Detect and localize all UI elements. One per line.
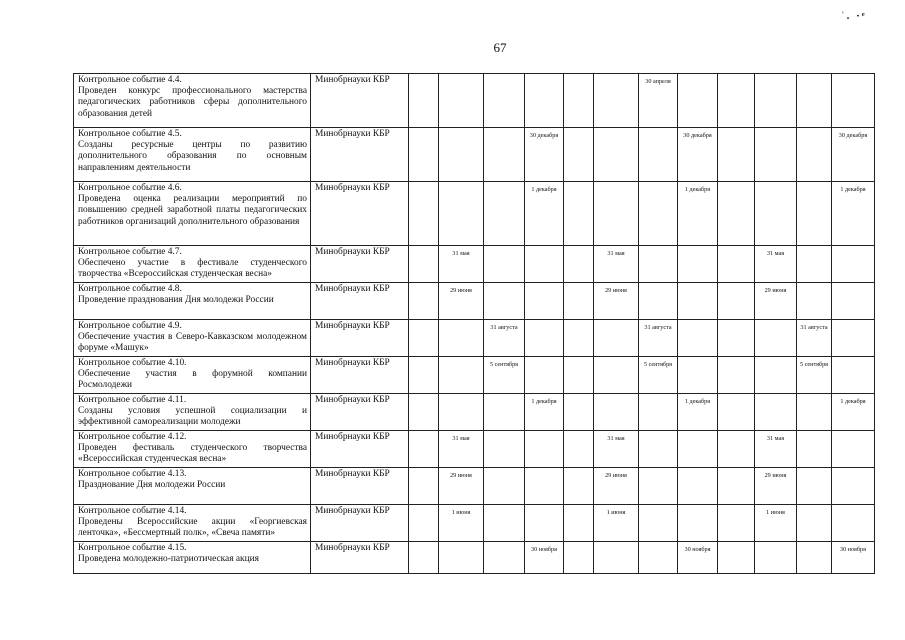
deadline-cell [755, 320, 797, 357]
event-title: Контрольное событие 4.4. [78, 75, 182, 85]
deadline-cell [564, 128, 594, 182]
deadline-cell [409, 246, 439, 283]
deadline-cell [409, 542, 439, 574]
responsible-org: Минобрнауки КБР [315, 247, 390, 257]
deadline-cell [525, 128, 564, 182]
event-cell [74, 468, 311, 505]
deadline-cell [484, 505, 525, 542]
deadline-cell [484, 542, 525, 574]
deadline-cell [409, 283, 439, 320]
deadline-cell [409, 128, 439, 182]
table-row [74, 505, 875, 542]
deadline-cell [564, 394, 594, 431]
responsible-org: Минобрнауки КБР [315, 183, 390, 193]
deadline-cell [678, 128, 718, 182]
deadline-cell [639, 505, 678, 542]
deadline-cell [409, 431, 439, 468]
event-cell [74, 320, 311, 357]
deadline-date: 31 августа [800, 324, 828, 331]
deadline-cell [525, 182, 564, 246]
schedule-table-body [74, 74, 875, 574]
deadline-cell [409, 74, 439, 128]
deadline-cell [832, 128, 875, 182]
event-description: Проведена молодежно-патриотическая акция [78, 554, 259, 565]
deadline-cell [718, 246, 755, 283]
deadline-cell [439, 505, 484, 542]
deadline-cell [594, 128, 639, 182]
deadline-cell [484, 320, 525, 357]
deadline-cell [409, 394, 439, 431]
event-description: Проведены Всероссийские акции «Георгиевская ленточка», «Бессмертный полк», «Свеча памяти» [78, 517, 307, 539]
deadline-cell [484, 394, 525, 431]
deadline-date: 1 декабря [684, 186, 711, 193]
deadline-cell [678, 246, 718, 283]
deadline-date: 1 декабря [840, 398, 866, 405]
event-cell [74, 128, 311, 182]
responsible-org: Минобрнауки КБР [315, 395, 390, 405]
deadline-cell [678, 320, 718, 357]
deadline-date: 30 декабря [683, 132, 712, 139]
deadline-cell [594, 505, 639, 542]
deadline-cell [718, 431, 755, 468]
event-description: Обеспечено участие в фестивале студенческого творчества «Всероссийская студенческая весна» [78, 258, 307, 280]
deadline-cell [439, 74, 484, 128]
deadline-date: 5 сентября [643, 361, 673, 368]
deadline-cell [409, 505, 439, 542]
deadline-cell [832, 505, 875, 542]
deadline-cell [439, 357, 484, 394]
table-row [74, 468, 875, 505]
responsible-org: Минобрнауки КБР [315, 358, 390, 368]
responsible-org-cell [311, 542, 409, 574]
event-cell [74, 394, 311, 431]
deadline-cell [797, 468, 832, 505]
deadline-date: 31 мая [452, 435, 470, 442]
deadline-date: 29 июня [450, 287, 472, 294]
deadline-date: 31 августа [644, 324, 672, 331]
deadline-cell [678, 182, 718, 246]
event-cell [74, 74, 311, 128]
deadline-cell [525, 505, 564, 542]
responsible-org-cell [311, 128, 409, 182]
event-title: Контрольное событие 4.8. [78, 284, 182, 294]
event-title: Контрольное событие 4.12. [78, 432, 187, 442]
deadline-date: 29 июня [764, 287, 787, 294]
schedule-table [73, 73, 875, 574]
deadline-date: 29 июня [450, 472, 472, 479]
event-title: Контрольное событие 4.14. [78, 506, 187, 516]
responsible-org-cell [311, 320, 409, 357]
deadline-cell [797, 246, 832, 283]
table-row [74, 431, 875, 468]
deadline-cell [594, 431, 639, 468]
deadline-cell [718, 357, 755, 394]
deadline-cell [755, 283, 797, 320]
deadline-cell [755, 357, 797, 394]
deadline-cell [678, 74, 718, 128]
deadline-cell [678, 283, 718, 320]
deadline-cell [639, 542, 678, 574]
responsible-org-cell [311, 357, 409, 394]
responsible-org: Минобрнауки КБР [315, 321, 390, 331]
deadline-cell [718, 505, 755, 542]
deadline-cell [594, 468, 639, 505]
deadline-cell [484, 128, 525, 182]
deadline-date: 1 декабря [684, 398, 711, 405]
deadline-date: 31 мая [766, 250, 785, 257]
responsible-org-cell [311, 283, 409, 320]
deadline-cell [525, 283, 564, 320]
event-cell [74, 246, 311, 283]
deadline-cell [484, 283, 525, 320]
deadline-cell [525, 431, 564, 468]
deadline-cell [797, 283, 832, 320]
deadline-cell [564, 431, 594, 468]
deadline-cell [797, 542, 832, 574]
deadline-cell [439, 542, 484, 574]
deadline-cell [755, 505, 797, 542]
deadline-cell [639, 74, 678, 128]
deadline-cell [718, 468, 755, 505]
deadline-cell [409, 182, 439, 246]
deadline-cell [564, 505, 594, 542]
deadline-cell [755, 468, 797, 505]
deadline-cell [797, 431, 832, 468]
event-title: Контрольное событие 4.15. [78, 543, 187, 553]
deadline-cell [678, 505, 718, 542]
responsible-org-cell [311, 394, 409, 431]
deadline-cell [409, 320, 439, 357]
deadline-date: 30 ноября [684, 546, 711, 553]
deadline-date: 31 мая [607, 250, 625, 257]
event-cell [74, 505, 311, 542]
deadline-cell [755, 394, 797, 431]
event-description: Созданы ресурсные центры по развитию дополнительного образования по основным направлениям деятельности [78, 140, 307, 173]
deadline-cell [678, 394, 718, 431]
deadline-date: 30 ноября [531, 546, 557, 553]
deadline-cell [755, 542, 797, 574]
event-description: Проведена оценка реализации мероприятий по повышению средней заработной платы педагогических работников организаций дополнительного образования [78, 194, 307, 227]
deadline-date: 31 августа [490, 324, 518, 331]
deadline-date: 30 апреля [645, 78, 671, 85]
event-description: Обеспечение участия в Северо-Кавказском молодежном форуме «Машук» [78, 332, 307, 354]
event-title: Контрольное событие 4.5. [78, 129, 182, 139]
deadline-cell [797, 505, 832, 542]
deadline-date: 29 июня [605, 472, 627, 479]
responsible-org-cell [311, 74, 409, 128]
deadline-cell [439, 431, 484, 468]
deadline-date: 29 июня [764, 472, 787, 479]
deadline-cell [525, 394, 564, 431]
table-row [74, 283, 875, 320]
deadline-date: 29 июня [605, 287, 627, 294]
responsible-org: Минобрнауки КБР [315, 75, 390, 85]
deadline-cell [678, 542, 718, 574]
deadline-date: 31 мая [452, 250, 470, 257]
deadline-date: 1 декабря [531, 186, 557, 193]
deadline-date: 1 декабря [531, 398, 557, 405]
deadline-cell [594, 357, 639, 394]
deadline-cell [755, 182, 797, 246]
deadline-cell [484, 74, 525, 128]
deadline-cell [718, 182, 755, 246]
deadline-cell [797, 74, 832, 128]
deadline-cell [639, 283, 678, 320]
responsible-org-cell [311, 182, 409, 246]
deadline-cell [797, 357, 832, 394]
deadline-cell [564, 74, 594, 128]
deadline-date: 31 мая [607, 435, 625, 442]
event-description: Созданы условия успешной социализации и эффективной самореализации молодежи [78, 406, 307, 428]
deadline-cell [639, 128, 678, 182]
deadline-cell [639, 357, 678, 394]
deadline-cell [832, 357, 875, 394]
deadline-cell [755, 431, 797, 468]
deadline-cell [718, 283, 755, 320]
deadline-date: 1 июня [451, 509, 471, 516]
deadline-cell [564, 246, 594, 283]
responsible-org: Минобрнауки КБР [315, 506, 390, 516]
deadline-cell [594, 394, 639, 431]
deadline-cell [439, 246, 484, 283]
responsible-org: Минобрнауки КБР [315, 543, 390, 553]
deadline-date: 1 июня [766, 509, 785, 516]
deadline-cell [797, 128, 832, 182]
deadline-cell [832, 394, 875, 431]
event-cell [74, 431, 311, 468]
deadline-cell [484, 468, 525, 505]
deadline-cell [564, 283, 594, 320]
deadline-cell [797, 182, 832, 246]
table-row [74, 357, 875, 394]
table-row [74, 182, 875, 246]
event-cell [74, 542, 311, 574]
deadline-date: 1 декабря [840, 186, 866, 193]
page-number: 67 [493, 40, 507, 55]
deadline-cell [439, 283, 484, 320]
deadline-cell [594, 246, 639, 283]
table-row [74, 394, 875, 431]
deadline-cell [525, 542, 564, 574]
table-row [74, 542, 875, 574]
deadline-cell [832, 320, 875, 357]
event-title: Контрольное событие 4.13. [78, 469, 187, 479]
deadline-cell [639, 468, 678, 505]
responsible-org-cell [311, 468, 409, 505]
table-row [74, 246, 875, 283]
deadline-cell [409, 357, 439, 394]
responsible-org: Минобрнауки КБР [315, 129, 390, 139]
deadline-cell [678, 468, 718, 505]
deadline-cell [594, 74, 639, 128]
event-title: Контрольное событие 4.10. [78, 358, 187, 368]
deadline-cell [755, 128, 797, 182]
deadline-cell [718, 394, 755, 431]
deadline-cell [639, 394, 678, 431]
deadline-cell [832, 74, 875, 128]
deadline-cell [718, 320, 755, 357]
deadline-cell [639, 246, 678, 283]
deadline-cell [832, 468, 875, 505]
deadline-cell [594, 542, 639, 574]
deadline-cell [484, 246, 525, 283]
responsible-org: Минобрнауки КБР [315, 469, 390, 479]
deadline-cell [594, 182, 639, 246]
deadline-date: 5 сентября [489, 361, 519, 368]
event-description: Празднование Дня молодежи России [78, 480, 226, 491]
responsible-org-cell [311, 505, 409, 542]
deadline-cell [832, 283, 875, 320]
event-title: Контрольное событие 4.9. [78, 321, 182, 331]
responsible-org: Минобрнауки КБР [315, 284, 390, 294]
deadline-cell [718, 542, 755, 574]
event-description: Обеспечение участия в форумной компании Росмолодежи [78, 369, 307, 391]
deadline-cell [564, 468, 594, 505]
deadline-cell [564, 320, 594, 357]
event-cell [74, 182, 311, 246]
deadline-cell [484, 431, 525, 468]
table-row [74, 128, 875, 182]
responsible-org-cell [311, 246, 409, 283]
event-title: Контрольное событие 4.7. [78, 247, 182, 257]
deadline-date: 30 декабря [529, 132, 559, 139]
corner-mark: ʿ. ·ᵉ [841, 10, 867, 22]
deadline-cell [755, 74, 797, 128]
responsible-org: Минобрнауки КБР [315, 432, 390, 442]
deadline-cell [832, 542, 875, 574]
deadline-cell [755, 246, 797, 283]
deadline-cell [639, 320, 678, 357]
deadline-cell [832, 182, 875, 246]
event-cell [74, 357, 311, 394]
deadline-date: 31 мая [766, 435, 785, 442]
deadline-cell [564, 357, 594, 394]
deadline-cell [678, 431, 718, 468]
event-description: Проведен конкурс профессионального мастерства педагогических работников сферы дополнительного образования детей [78, 86, 307, 119]
deadline-cell [564, 542, 594, 574]
deadline-cell [525, 246, 564, 283]
deadline-cell [439, 320, 484, 357]
deadline-cell [525, 357, 564, 394]
deadline-cell [718, 74, 755, 128]
event-title: Контрольное событие 4.11. [78, 395, 187, 405]
deadline-date: 1 июня [606, 509, 626, 516]
deadline-cell [639, 431, 678, 468]
deadline-cell [525, 468, 564, 505]
deadline-cell [525, 74, 564, 128]
deadline-cell [594, 320, 639, 357]
table-row [74, 74, 875, 128]
deadline-cell [525, 320, 564, 357]
deadline-cell [718, 128, 755, 182]
deadline-cell [832, 431, 875, 468]
deadline-cell [678, 357, 718, 394]
deadline-cell [439, 468, 484, 505]
event-description: Проведение празднования Дня молодежи России [78, 295, 274, 306]
deadline-cell [439, 182, 484, 246]
deadline-cell [639, 182, 678, 246]
deadline-cell [409, 468, 439, 505]
event-title: Контрольное событие 4.6. [78, 183, 182, 193]
deadline-cell [564, 182, 594, 246]
table-row [74, 320, 875, 357]
deadline-cell [832, 246, 875, 283]
responsible-org-cell [311, 431, 409, 468]
deadline-cell [439, 394, 484, 431]
deadline-cell [439, 128, 484, 182]
event-description: Проведен фестиваль студенческого творчества «Всероссийская студенческая весна» [78, 443, 307, 465]
deadline-date: 30 ноября [840, 546, 866, 553]
deadline-cell [484, 182, 525, 246]
deadline-cell [797, 320, 832, 357]
deadline-cell [594, 283, 639, 320]
deadline-date: 5 сентября [799, 361, 829, 368]
deadline-cell [484, 357, 525, 394]
deadline-cell [797, 394, 832, 431]
event-cell [74, 283, 311, 320]
deadline-date: 30 декабря [838, 132, 868, 139]
